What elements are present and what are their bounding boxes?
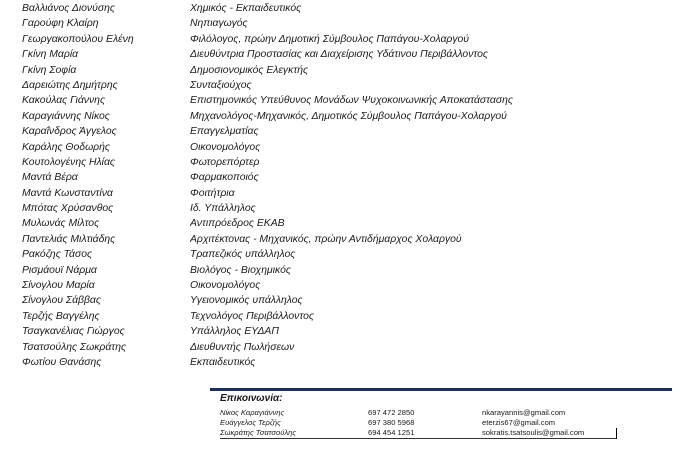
contact-name: Σωκράτης Τσατσούλης (220, 428, 297, 437)
member-name: Φωτίου Θανάσης (22, 356, 102, 368)
member-row (22, 63, 682, 78)
member-name: Τσατσούλης Σωκράτης (22, 341, 127, 353)
member-role: Βιολόγος - Βιοχημικός (190, 264, 291, 276)
contact-email-link[interactable]: eterzis67@gmail.com (482, 418, 556, 427)
member-role: Φοιτήτρια (190, 187, 235, 199)
member-row (22, 263, 682, 278)
member-row (22, 124, 682, 139)
member-role: Οικονομολόγος (190, 280, 261, 292)
member-name: Μαντά Βέρα (22, 172, 78, 184)
member-role: Ιδ. Υπάλληλος (190, 203, 256, 215)
member-name: Παντελιάς Μιλτιάδης (22, 233, 116, 245)
member-role: Επιστημονικός Υπεύθυνος Μονάδων Ψυχοκοινωνικής Αποκατάστασης (190, 95, 513, 107)
member-role: Οικονομολόγος (190, 141, 261, 153)
contact-email-link[interactable]: sokratis.tsatsoulis@gmail.com (482, 428, 585, 437)
member-row (22, 293, 682, 308)
member-row (22, 309, 682, 324)
contact-row (220, 428, 672, 438)
member-row (22, 32, 682, 47)
member-name: Γκίνη Σοφία (22, 64, 77, 76)
member-name: Δαρειώτης Δημήτρης (22, 79, 118, 91)
member-name: Κακούλας Γιάννης (22, 95, 106, 107)
member-name: Μπότας Χρύσανθος (22, 203, 114, 215)
member-name: Ρακόζης Τάσος (22, 249, 93, 261)
member-name: Μυλωνάς Μίλτος (22, 218, 100, 230)
member-role: Επαγγελματίας (190, 126, 259, 138)
contact-phone: 697 380 5968 (368, 418, 415, 427)
contact-block (210, 388, 672, 450)
member-row (22, 216, 682, 231)
member-row (22, 247, 682, 262)
member-row (22, 355, 682, 370)
member-row (22, 170, 682, 185)
member-name: Ρισμάουϊ Νάρμα (22, 264, 97, 276)
member-role: Αντιπρόεδρος ΕΚΑΒ (190, 218, 285, 230)
member-role: Φιλόλογος, πρώην Δημοτική Σύμβουλος Παπάγου-Χολαργού (190, 33, 470, 45)
member-row (22, 109, 682, 124)
member-row (22, 78, 682, 93)
member-name: Σίνογλου Μαρία (22, 280, 95, 292)
member-name: Καραγιάννης Νίκος (22, 110, 110, 122)
member-row (22, 232, 682, 247)
member-name: Γκίνη Μαρία (22, 49, 79, 61)
member-list (22, 1, 682, 370)
member-role: Μηχανολόγος-Μηχανικός, Δημοτικός Σύμβουλος Παπάγου-Χολαργού (190, 110, 507, 122)
contact-row (220, 418, 672, 428)
member-role: Χημικός - Εκπαιδευτικός (190, 3, 302, 14)
contact-name: Ευάγγελος Τερζής (220, 418, 281, 427)
contact-divider (210, 388, 672, 391)
member-name: Μαντά Κωνσταντίνα (22, 187, 113, 199)
member-row (22, 186, 682, 201)
member-role: Τεχνολόγος Περιβάλλοντος (190, 310, 314, 322)
contact-heading: Επικοινωνία: (220, 393, 283, 404)
text-cursor (616, 428, 617, 439)
member-row (22, 1, 682, 16)
member-name: Κουτολογένης Ηλίας (22, 156, 115, 168)
member-role: Συνταξιούχος (190, 79, 252, 91)
member-role: Φωτορεπόρτερ (190, 156, 260, 168)
member-name: Γεωργακοπούλου Ελένη (22, 33, 134, 45)
contact-name: Νίκος Καραγιάννης (220, 408, 285, 417)
contact-email-link[interactable]: nkarayannis@gmail.com (482, 408, 566, 417)
member-name: Καραΐνδρος Άγγελος (22, 126, 117, 138)
member-row (22, 16, 682, 31)
contact-phone: 697 472 2850 (368, 408, 415, 417)
member-row (22, 140, 682, 155)
member-role: Δημοσιονομικός Ελεγκτής (190, 64, 309, 76)
member-name: Τσαγκανέλιας Γιώργος (22, 326, 125, 338)
member-role: Φαρμακοποιός (190, 172, 259, 184)
member-row (22, 278, 682, 293)
table-bottom-border (220, 438, 617, 439)
member-row (22, 201, 682, 216)
member-row (22, 93, 682, 108)
member-role: Διευθύντρια Προστασίας και Διαχείρισης Υδάτινου Περιβάλλοντος (190, 49, 488, 61)
member-role: Διευθυντής Πωλήσεων (190, 341, 295, 353)
member-row (22, 47, 682, 62)
member-role: Νηπιαγωγός (190, 18, 248, 30)
member-name: Τερζής Βαγγέλης (22, 310, 100, 322)
contact-row (220, 408, 672, 418)
contact-phone: 694 454 1251 (368, 428, 415, 437)
member-name: Βαλλιάνος Διονύσης (22, 3, 115, 14)
member-role: Υπάλληλος ΕΥΔΑΠ (190, 326, 279, 338)
member-name: Καράλης Θοδωρής (22, 141, 110, 153)
member-role: Αρχιτέκτονας - Μηχανικός, πρώην Αντιδήμαρχος Χολαργού (190, 233, 462, 245)
member-role: Εκπαιδευτικός (190, 356, 256, 368)
member-row (22, 340, 682, 355)
member-name: Σίνογλου Σάββας (22, 295, 101, 307)
member-name: Γαρούφη Κλαίρη (22, 18, 99, 30)
member-row (22, 155, 682, 170)
member-row (22, 324, 682, 339)
member-role: Τραπεζικός υπάλληλος (190, 249, 296, 261)
member-role: Υγειονομικός υπάλληλος (190, 295, 303, 307)
